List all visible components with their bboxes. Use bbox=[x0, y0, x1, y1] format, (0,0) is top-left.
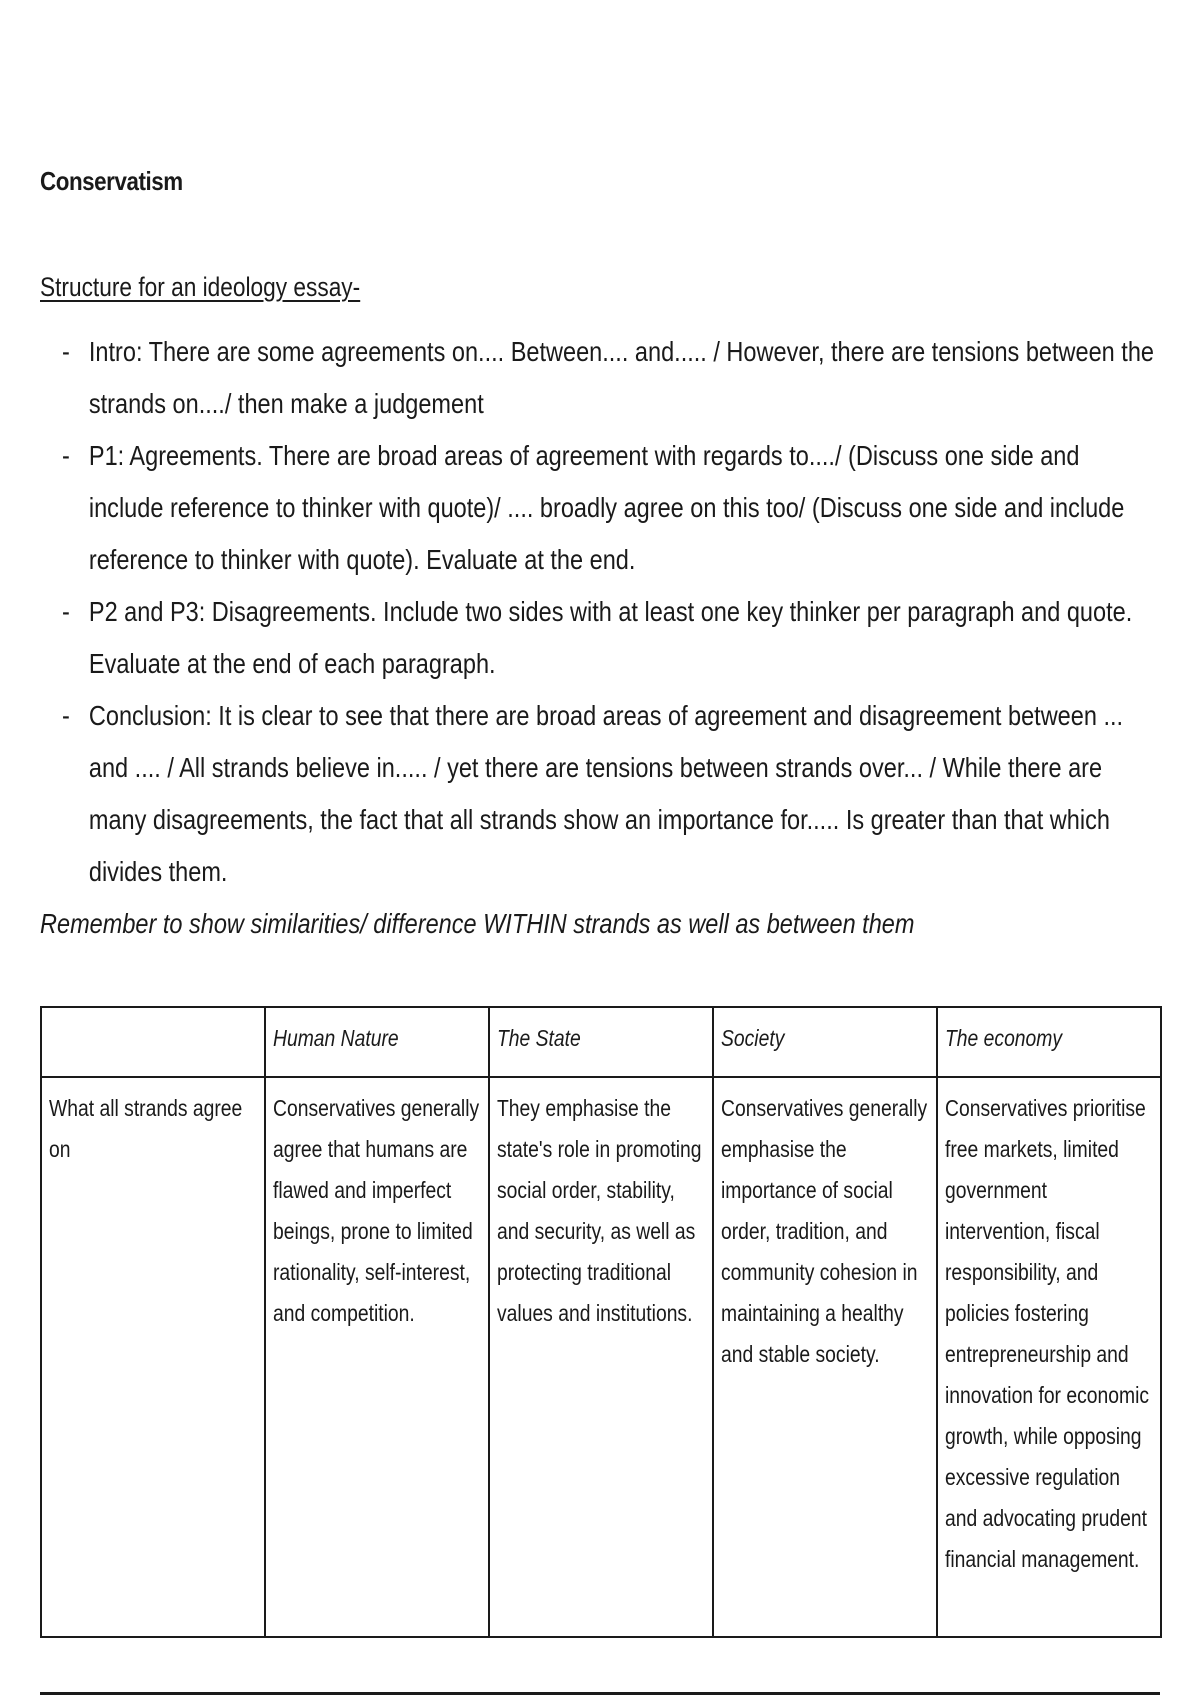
row-label-cell bbox=[41, 1077, 265, 1637]
cell-human-nature bbox=[265, 1077, 489, 1637]
header-text-society: Society bbox=[721, 1025, 785, 1051]
bullet-text-p2-p3: P2 and P3: Disagreements. Include two sides with at least one key thinker per paragraph and quote. Evaluate at the end of each paragraph. bbox=[88, 596, 1133, 679]
cell-text-society: Conservatives generally emphasise the importance of social order, tradition, and community cohesion in maintaining a healthy and stable society. bbox=[721, 1095, 928, 1367]
list-item bbox=[62, 690, 1154, 898]
list-item bbox=[62, 326, 1154, 430]
list-item bbox=[62, 586, 1154, 690]
header-cell-society bbox=[713, 1007, 937, 1077]
row-label: What all strands agree on bbox=[49, 1095, 243, 1162]
header-text-the-state: The State bbox=[497, 1025, 581, 1051]
list-item bbox=[62, 430, 1154, 586]
structure-heading: Structure for an ideology essay- bbox=[40, 272, 361, 302]
cell-the-state bbox=[489, 1077, 713, 1637]
cell-society bbox=[713, 1077, 937, 1637]
header-cell-empty bbox=[41, 1007, 265, 1077]
bullet-dash: - bbox=[62, 440, 70, 471]
reminder-note: Remember to show similarities/ difference WITHIN strands as well as between them bbox=[40, 908, 915, 939]
table-row bbox=[41, 1077, 1161, 1637]
cell-economy bbox=[937, 1077, 1161, 1637]
strands-table bbox=[40, 1006, 1162, 1638]
bullet-dash: - bbox=[62, 336, 70, 367]
cell-text-the-state: They emphasise the state's role in promoting social order, stability, and security, as well as protecting traditional values and institutions. bbox=[497, 1095, 702, 1326]
page-title: Conservatism bbox=[40, 166, 183, 196]
bullet-dash: - bbox=[62, 700, 70, 731]
table-header-row bbox=[41, 1007, 1161, 1077]
bullet-text-conclusion: Conclusion: It is clear to see that there are broad areas of agreement and disagreement between ... and .... / All strands believe in..... / yet there are tensions between strands over... / While there are many disagreements, the fact that all strands show an importance for..... Is greater than that which divides them. bbox=[88, 700, 1124, 887]
bullet-text-intro: Intro: There are some agreements on.... Between.... and..... / However, there are tensions between the strands on..../ then make a judgement bbox=[88, 336, 1154, 419]
next-table-top-border bbox=[40, 1692, 1160, 1695]
header-text-human-nature: Human Nature bbox=[273, 1025, 399, 1051]
header-cell-the-state bbox=[489, 1007, 713, 1077]
header-text-economy: The economy bbox=[945, 1025, 1063, 1051]
header-cell-human-nature bbox=[265, 1007, 489, 1077]
cell-text-human-nature: Conservatives generally agree that humans are flawed and imperfect beings, prone to limited rationality, self-interest, and competition. bbox=[273, 1095, 480, 1326]
bullet-text-p1: P1: Agreements. There are broad areas of agreement with regards to..../ (Discuss one side and include reference to thinker with quote)/ .... broadly agree on this too/ (Discuss one side and include reference to thinker with quote). Evaluate at the end. bbox=[88, 440, 1125, 575]
header-cell-economy bbox=[937, 1007, 1161, 1077]
structure-bullet-list bbox=[62, 326, 1154, 898]
cell-text-economy: Conservatives prioritise free markets, limited government intervention, fiscal responsibility, and policies fostering entrepreneurship and innovation for economic growth, while opposing excessive regulation and advocating prudent financial management. bbox=[945, 1095, 1150, 1572]
bullet-dash: - bbox=[62, 596, 70, 627]
